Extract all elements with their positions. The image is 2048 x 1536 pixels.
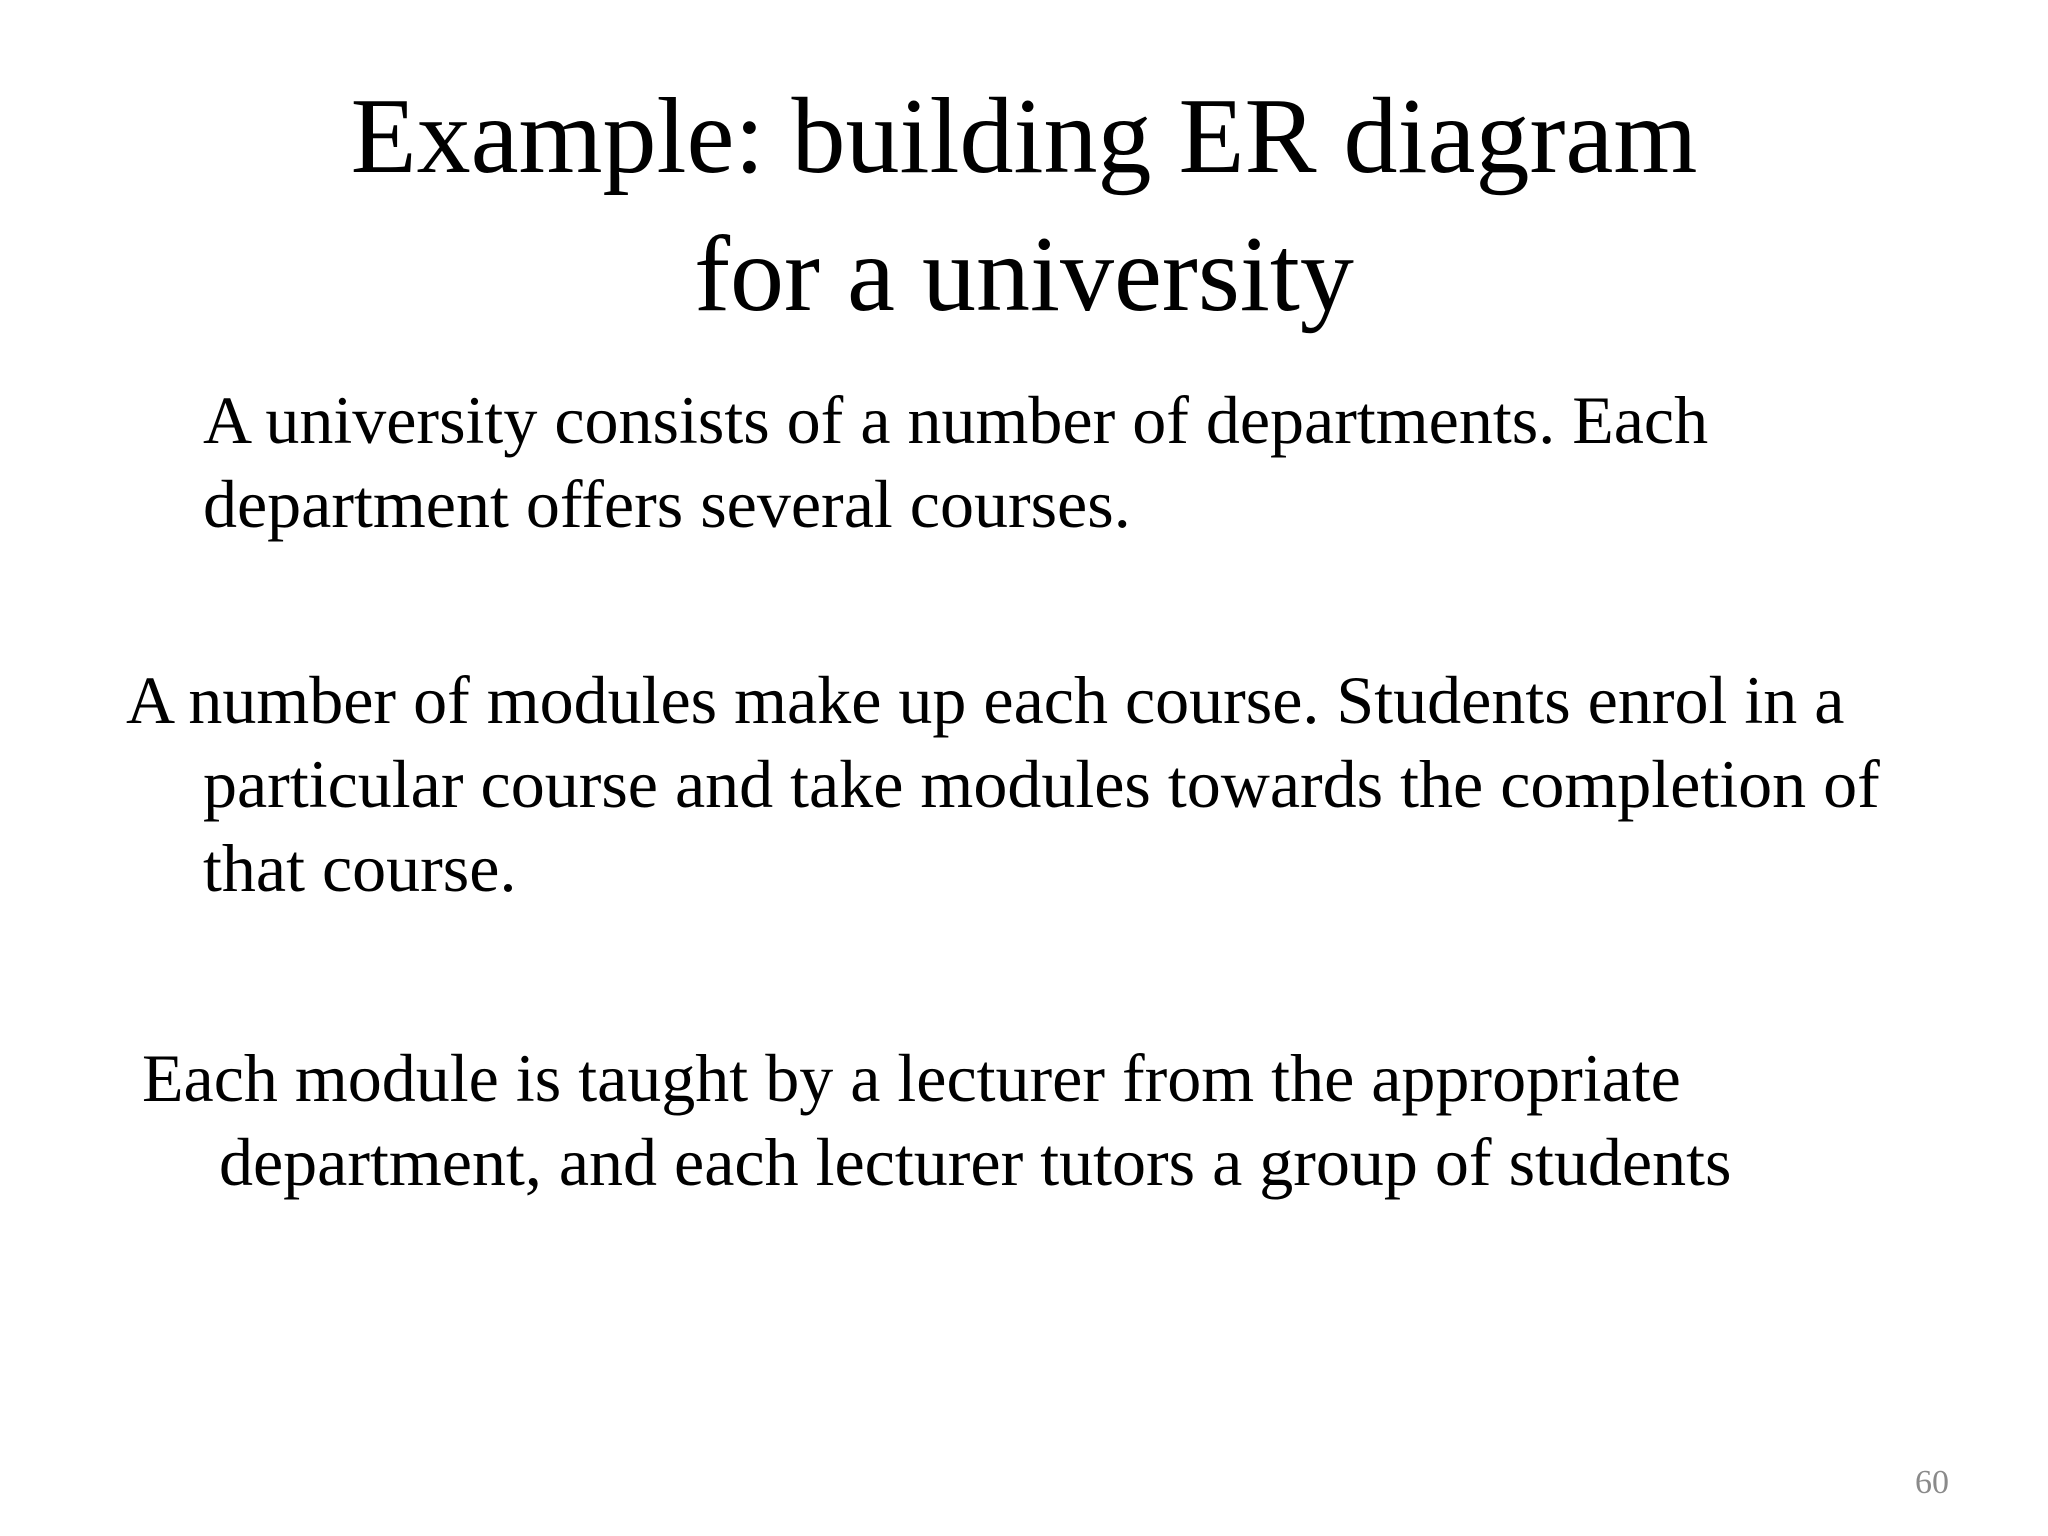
paragraph-1-line-1: A university consists of a number of departments. Each bbox=[203, 382, 1709, 458]
paragraph-university-departments bbox=[203, 378, 1708, 546]
paragraph-2-line-1: A number of modules make up each course. Students enrol in a bbox=[126, 662, 1845, 738]
paragraph-2-line-2: particular course and take modules towards the completion of bbox=[203, 746, 1880, 822]
paragraph-lecturers bbox=[142, 1036, 1731, 1204]
paragraph-3-line-2: department, and each lecturer tutors a group of students bbox=[219, 1124, 1732, 1200]
slide-title-line-1: Example: building ER diagram bbox=[350, 77, 1698, 196]
paragraph-1-line-2: department offers several courses. bbox=[203, 466, 1131, 542]
paragraph-2-line-3: that course. bbox=[203, 830, 517, 906]
paragraph-modules-courses bbox=[126, 658, 1880, 910]
slide-title bbox=[0, 68, 2048, 344]
page-number: 60 bbox=[1915, 1464, 1949, 1501]
slide-title-line-2: for a university bbox=[694, 215, 1354, 334]
paragraph-3-line-1: Each module is taught by a lecturer from the appropriate bbox=[142, 1040, 1681, 1116]
